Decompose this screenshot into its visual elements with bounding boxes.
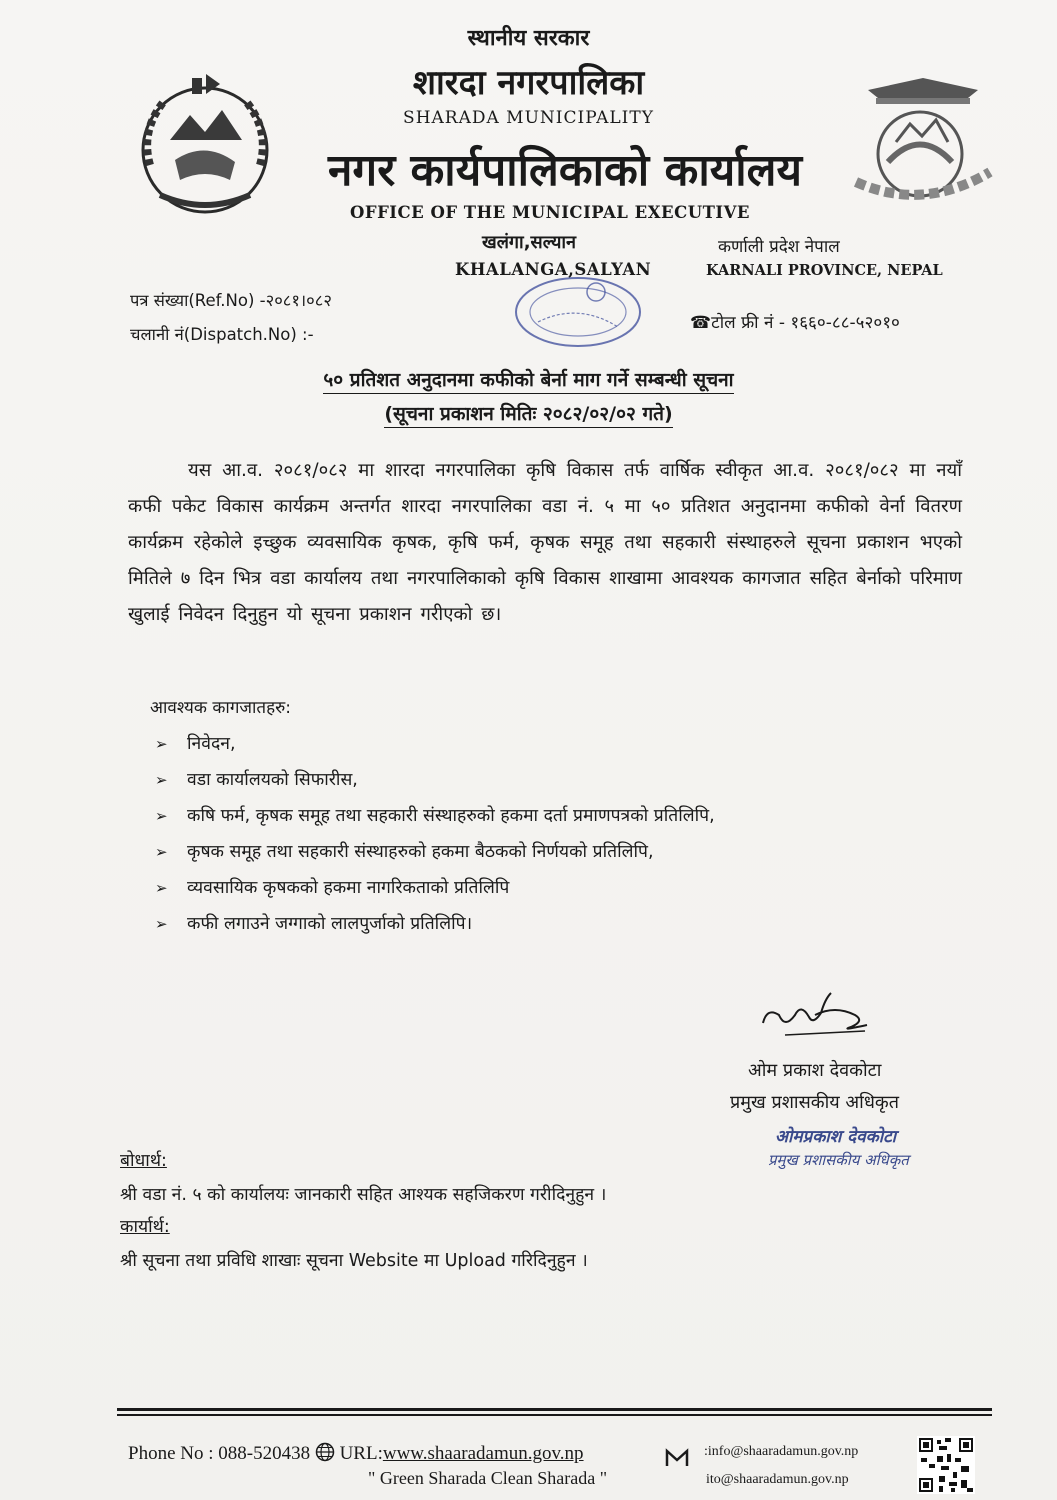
office-name-np: नगर कार्यपालिकाको कार्यालय [328, 145, 802, 196]
arrow-bullet-icon: ➢ [155, 843, 168, 861]
karyarth-heading: कार्यार्थ: [120, 1217, 170, 1237]
website-link[interactable]: www.shaaradamun.gov.np [382, 1443, 584, 1464]
reference-number: पत्र संख्या(Ref.No) -२०८१।०८२ [130, 291, 332, 310]
list-item: ➢ वडा कार्यालयको सिफारीस, [155, 762, 715, 798]
list-item: ➢ कृषक समूह तथा सहकारी संस्थाहरुको हकमा बैठकको निर्णयको प्रतिलिपि, [155, 834, 715, 870]
karyarth-text: श्री सूचना तथा प्रविधि शाखाः सूचना Website मा Upload गरिदिनुहुन । [120, 1251, 588, 1271]
phone-number: Phone No : 088-520438 [128, 1443, 311, 1464]
arrow-bullet-icon: ➢ [155, 735, 168, 753]
list-item: ➢ व्यवसायिक कृषकको हकमा नागरिकताको प्रतिलिपि [155, 870, 715, 906]
notice-body: यस आ.व. २०८१/०८२ मा शारदा नगरपालिका कृषि विकास तर्फ वार्षिक स्वीकृत आ.व. २०८१/०८२ मा नयाँ कफी पकेट विकास कार्यक्रम अन्तर्गत शारदा नगरपालिका वडा नं. ५ मा ५० प्रतिशत अनुदानमा कफीको वेर्ना वितरण कार्यक्रम रहेकोले इच्छुक व्यवसायिक कृषक, कृषि फर्म, कृषक समूह तथा सहकारी संस्थाहरुले सूचना प्रकाशन भएको मितिले ७ दिन भित्र वडा कार्यालय तथा नगरपालिकाको कृषि विकास शाखामा आवश्यक कागजात सहित बेर्नाको परिमाण खुलाई निवेदन दिनुहुन यो सूचना प्रकाशन गरीएको छ। [128, 460, 962, 625]
province-en: KARNALI PROVINCE, NEPAL [706, 262, 943, 279]
arrow-bullet-icon: ➢ [155, 915, 168, 933]
list-item: ➢ निवेदन, [155, 726, 715, 762]
municipality-name-en: SHARADA MUNICIPALITY [403, 108, 654, 128]
toll-free-number: ☎टोल फ्री नं - १६६०-८८-५२०१० [690, 313, 900, 333]
requirements-list [155, 726, 715, 942]
footer-slogan: " Green Sharada Clean Sharada " [368, 1468, 608, 1488]
office-stamp-icon [508, 272, 648, 352]
signature-stamp-name: ओमप्रकाश देवकोटा [775, 1127, 897, 1147]
list-item: ➢ कषि फर्म, कृषक समूह तथा सहकारी संस्थाहरुको हकमा दर्ता प्रमाणपत्रको प्रतिलिपि, [155, 798, 715, 834]
mail-icon [665, 1448, 689, 1468]
url-label: URL: [339, 1443, 383, 1464]
municipality-logo-icon [848, 72, 998, 212]
signature-mark [755, 985, 875, 1040]
province-np: कर्णाली प्रदेश नेपाल [718, 237, 840, 257]
local-government-label: स्थानीय सरकार [467, 26, 590, 51]
arrow-bullet-icon: ➢ [155, 807, 168, 825]
location-np: खलंगा,सल्यान [482, 232, 577, 253]
email-address[interactable]: :info@shaaradamun.gov.np [704, 1444, 859, 1459]
footer-contact [128, 1442, 584, 1465]
arrow-bullet-icon: ➢ [155, 771, 168, 789]
notice-subject: ५० प्रतिशत अनुदानमा कफीको बेर्ना माग गर्ने सम्बन्धी सूचना [0, 366, 1057, 392]
signatory-designation: प्रमुख प्रशासकीय अधिकृत [730, 1092, 899, 1113]
bodharth-heading: बोधार्थ: [120, 1151, 167, 1171]
municipality-name-np: शारदा नगरपालिका [412, 63, 645, 103]
signatory-name: ओम प्रकाश देवकोटा [748, 1060, 882, 1081]
footer-divider [117, 1414, 992, 1416]
qr-code-icon [917, 1436, 975, 1494]
bodharth-text: श्री वडा नं. ५ को कार्यालयः जानकारी सहित आश्यक सहजिकरण गरीदिनुहुन । [120, 1185, 607, 1205]
dispatch-number: चलानी नं(Dispatch.No) :- [130, 325, 314, 344]
arrow-bullet-icon: ➢ [155, 879, 168, 897]
office-name-en: OFFICE OF THE MUNICIPAL EXECUTIVE [349, 203, 750, 222]
list-item: ➢ कफी लगाउने जग्गाको लालपुर्जाको प्रतिलिपि। [155, 906, 715, 942]
footer-divider [117, 1408, 992, 1411]
publication-date: (सूचना प्रकाशन मितिः २०८२/०२/०२ गते) [0, 400, 1057, 426]
location-en: KHALANGA,SALYAN [455, 260, 652, 279]
email-address-secondary[interactable]: ito@shaaradamun.gov.np [706, 1472, 849, 1487]
requirements-title: आवश्यक कागजातहरु: [150, 698, 292, 718]
globe-icon [315, 1442, 335, 1462]
signature-stamp-designation: प्रमुख प्रशासकीय अधिकृत [768, 1151, 909, 1169]
